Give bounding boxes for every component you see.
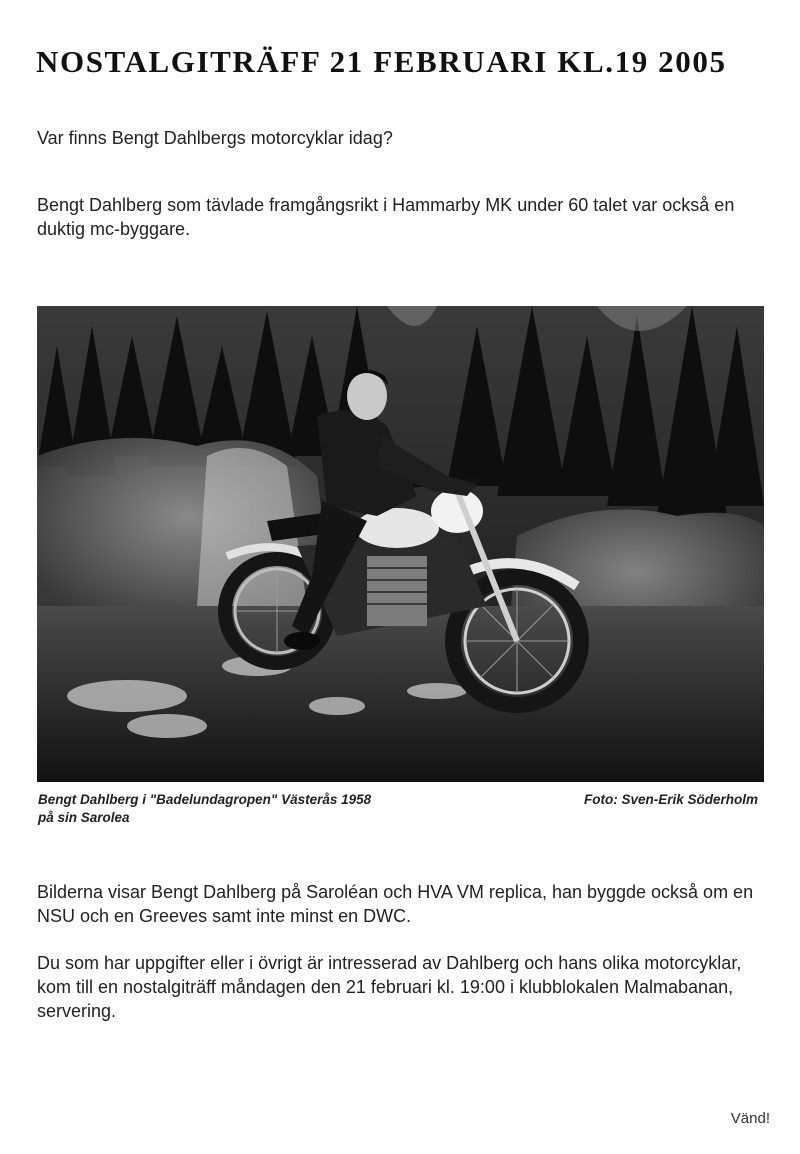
photo-caption-line2: på sin Sarolea bbox=[38, 810, 130, 825]
invite-paragraph: Du som har uppgifter eller i övrigt är intresserad av Dahlberg och hans olika motorcyklar, kom till en nostalgiträff måndagen den 21 februari kl. 19:00 i klubblokalen Malmabanan, servering. bbox=[37, 953, 742, 1021]
page-title: NOSTALGITRÄFF 21 FEBRUARI KL.19 2005 bbox=[36, 44, 727, 79]
photo-credit: Foto: Sven-Erik Söderholm bbox=[583, 792, 758, 807]
bikes-paragraph: Bilderna visar Bengt Dahlberg på Saroléan och HVA VM replica, han byggde också om en NSU och en Greeves samt inte minst en DWC. bbox=[37, 882, 754, 926]
turn-page-note: Vänd! bbox=[730, 1110, 770, 1127]
motorcycle-photo bbox=[37, 306, 764, 782]
intro-paragraph: Bengt Dahlberg som tävlade framgångsrikt i Hammarby MK under 60 talet var också en duktig mc-byggare. bbox=[37, 195, 735, 239]
photo-caption-line1: Bengt Dahlberg i "Badelundagropen" Västerås 1958 bbox=[38, 792, 372, 807]
question-paragraph: Var finns Bengt Dahlbergs motorcyklar idag? bbox=[37, 128, 393, 148]
photo-caption bbox=[38, 791, 498, 827]
